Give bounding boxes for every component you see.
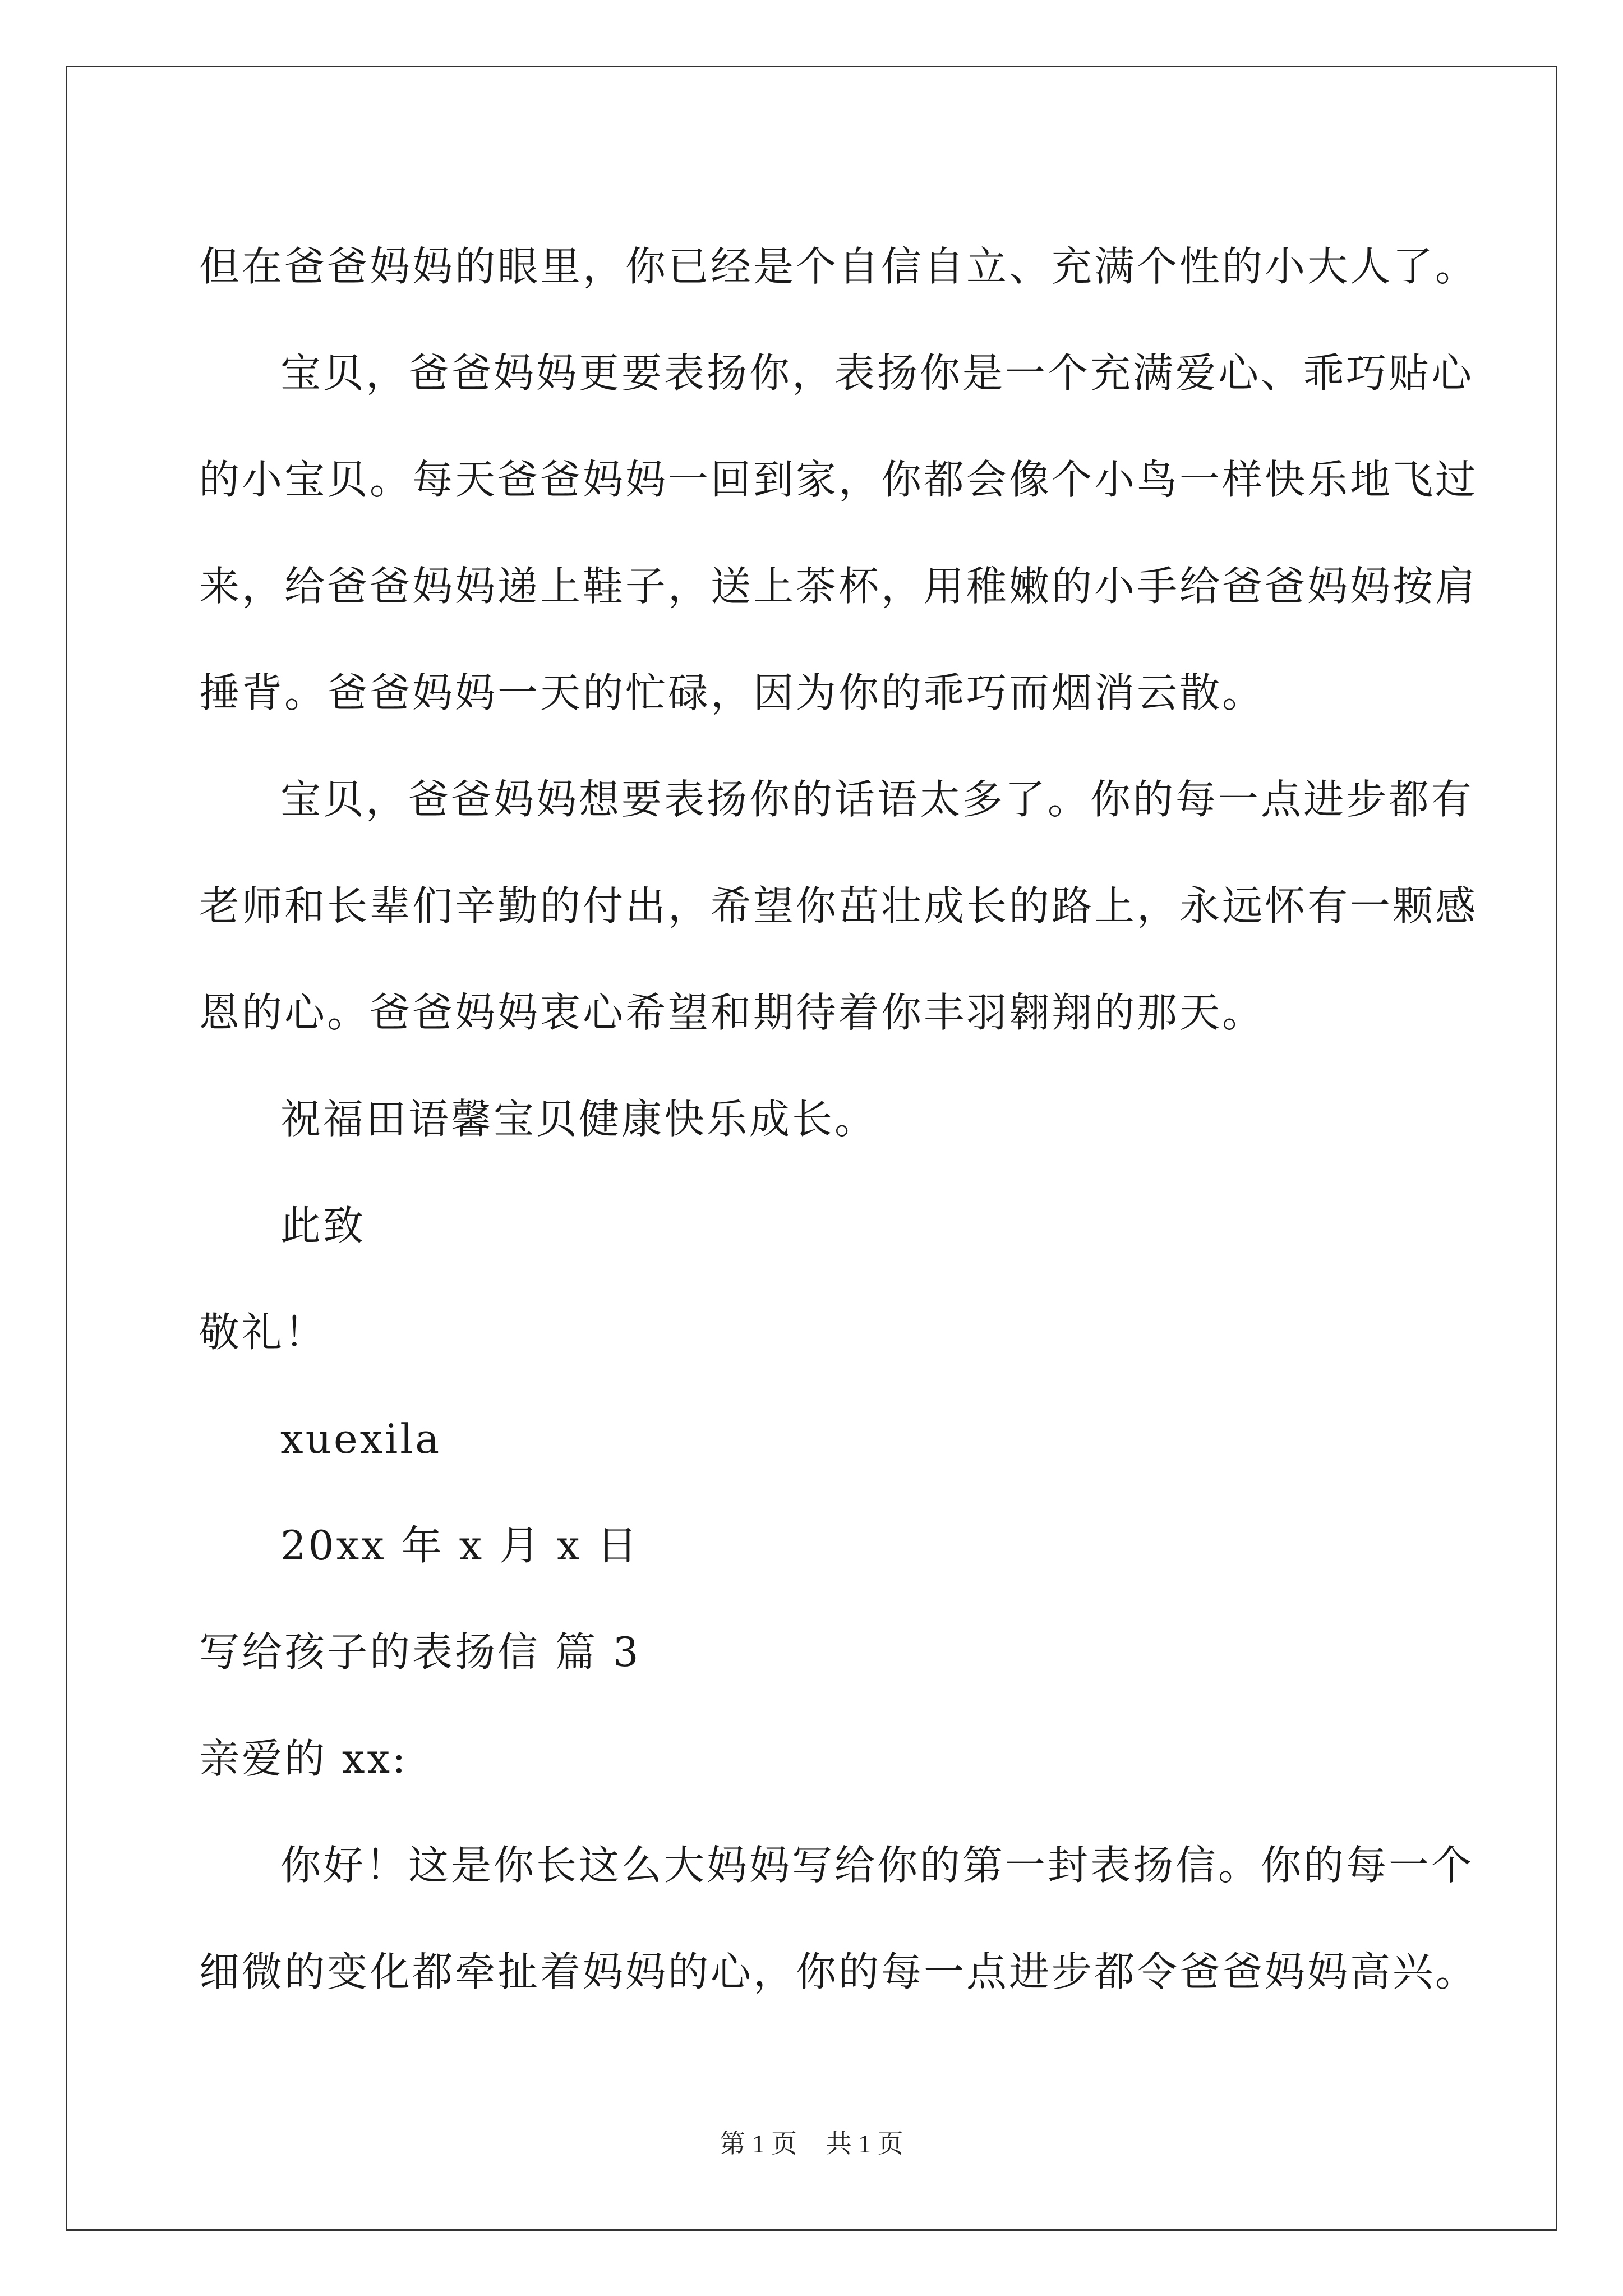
closing-line: 此致: [280, 1202, 366, 1249]
text-line: 细微的变化都牵扯着妈妈的心，你的每一点进步都令爸爸妈妈高兴。: [199, 1948, 1478, 1995]
text-line: 来，给爸爸妈妈递上鞋子，送上茶杯，用稚嫩的小手给爸爸妈妈按肩: [199, 563, 1478, 610]
greeting-line: 亲爱的 xx:: [199, 1735, 408, 1782]
page-footer: [0, 2123, 1623, 2160]
salutation-line: 敬礼！: [199, 1309, 328, 1356]
text-line: 捶背。爸爸妈妈一天的忙碌，因为你的乖巧而烟消云散。: [199, 669, 1265, 716]
paragraph-line: 宝贝，爸爸妈妈更要表扬你，表扬你是一个充满爱心、乖巧贴心: [280, 349, 1474, 397]
paragraph-line: 你好！这是你长这么大妈妈写给你的第一封表扬信。你的每一个: [280, 1842, 1474, 1889]
text-line: 但在爸爸妈妈的眼里，你已经是个自信自立、充满个性的小大人了。: [199, 243, 1478, 290]
date-line: 20xx 年 x 月 x 日: [280, 1522, 640, 1569]
page-number: 第 1 页: [720, 2129, 797, 2158]
page-total: 共 1 页: [826, 2129, 903, 2158]
text-line: 老师和长辈们辛勤的付出，希望你茁壮成长的路上，永远怀有一颗感: [199, 882, 1478, 930]
signature-line: xuexila: [280, 1415, 442, 1462]
text-line: 的小宝贝。每天爸爸妈妈一回到家，你都会像个小鸟一样快乐地飞过: [199, 456, 1478, 503]
blessing-line: 祝福田语馨宝贝健康快乐成长。: [280, 1096, 878, 1143]
section-heading: 写给孩子的表扬信 篇 3: [199, 1628, 641, 1676]
document-body: [199, 213, 1478, 2025]
text-line: 恩的心。爸爸妈妈衷心希望和期待着你丰羽翱翔的那天。: [199, 989, 1265, 1036]
paragraph-line: 宝贝，爸爸妈妈想要表扬你的话语太多了。你的每一点进步都有: [280, 776, 1474, 823]
